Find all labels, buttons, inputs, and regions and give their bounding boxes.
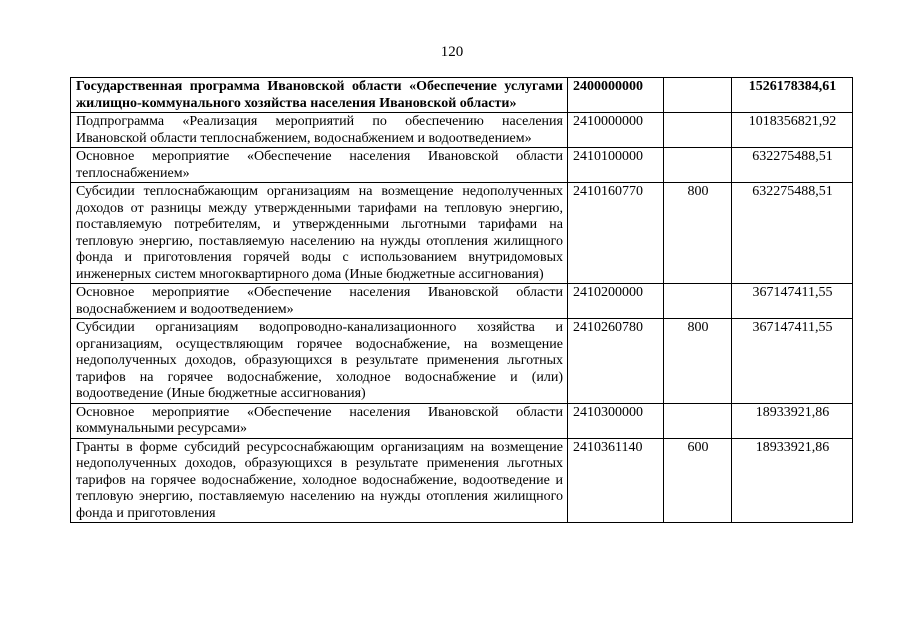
target-code-cell: 2410160770 — [568, 183, 664, 284]
table-row — [71, 113, 853, 148]
expense-type-cell — [664, 148, 732, 183]
expense-type-cell — [664, 403, 732, 438]
expense-type-cell — [664, 113, 732, 148]
expense-type-cell: 600 — [664, 438, 732, 523]
program-name-cell: Государственная программа Ивановской области «Обеспечение услугами жилищно-коммунального хозяйства населения Ивановской области» — [71, 78, 568, 113]
program-name-cell: Субсидии теплоснабжающим организациям на возмещение недополученных доходов от разницы между утвержденными тарифами на тепловую энергию, поставляемую потребителям, и утвержденными льготными тарифами на тепловую энергию, поставляемую населению на нужды отопления жилищного фонда и приготовления горячей воды с использованием внутридомовых инженерных систем многоквартирного дома (Иные бюджетные ассигнования) — [71, 183, 568, 284]
amount-cell: 18933921,86 — [732, 403, 853, 438]
page-number: 120 — [440, 44, 464, 60]
budget-table-body — [71, 78, 853, 523]
program-name-cell: Основное мероприятие «Обеспечение населения Ивановской области теплоснабжением» — [71, 148, 568, 183]
target-code-cell: 2410260780 — [568, 319, 664, 404]
target-code-cell: 2410300000 — [568, 403, 664, 438]
expense-type-cell: 800 — [664, 319, 732, 404]
table-row — [71, 284, 853, 319]
table-row — [71, 438, 853, 523]
amount-cell: 1526178384,61 — [732, 78, 853, 113]
expense-type-cell — [664, 284, 732, 319]
target-code-cell: 2410361140 — [568, 438, 664, 523]
amount-cell: 632275488,51 — [732, 183, 853, 284]
table-row — [71, 183, 853, 284]
program-name-cell: Субсидии организациям водопроводно-канализационного хозяйства и организациям, осуществляющим горячее водоснабжение, на возмещение недополученных доходов, образующихся в результате применения льготных тарифов на горячее водоснабжение, холодное водоснабжение и (или) водоотведение (Иные бюджетные ассигнования) — [71, 319, 568, 404]
target-code-cell: 2400000000 — [568, 78, 664, 113]
amount-cell: 1018356821,92 — [732, 113, 853, 148]
expense-type-cell — [664, 78, 732, 113]
budget-table — [70, 77, 853, 523]
program-name-cell: Основное мероприятие «Обеспечение населения Ивановской области водоснабжением и водоотведением» — [71, 284, 568, 319]
program-name-cell: Гранты в форме субсидий ресурсоснабжающим организациям на возмещение недополученных доходов, образующихся в результате применения льготных тарифов на горячее водоснабжение, холодное водоснабжение, водоотведение и тепловую энергию, поставляемую населению на нужды отопления жилищного фонда и приготовления — [71, 438, 568, 523]
table-row — [71, 403, 853, 438]
table-row — [71, 78, 853, 113]
amount-cell: 367147411,55 — [732, 284, 853, 319]
target-code-cell: 2410200000 — [568, 284, 664, 319]
amount-cell: 632275488,51 — [732, 148, 853, 183]
amount-cell: 367147411,55 — [732, 319, 853, 404]
target-code-cell: 2410000000 — [568, 113, 664, 148]
table-row — [71, 319, 853, 404]
program-name-cell: Подпрограмма «Реализация мероприятий по обеспечению населения Ивановской области теплоснабжением, водоснабжением и водоотведением» — [71, 113, 568, 148]
target-code-cell: 2410100000 — [568, 148, 664, 183]
program-name-cell: Основное мероприятие «Обеспечение населения Ивановской области коммунальными ресурсами» — [71, 403, 568, 438]
amount-cell: 18933921,86 — [732, 438, 853, 523]
expense-type-cell: 800 — [664, 183, 732, 284]
table-row — [71, 148, 853, 183]
